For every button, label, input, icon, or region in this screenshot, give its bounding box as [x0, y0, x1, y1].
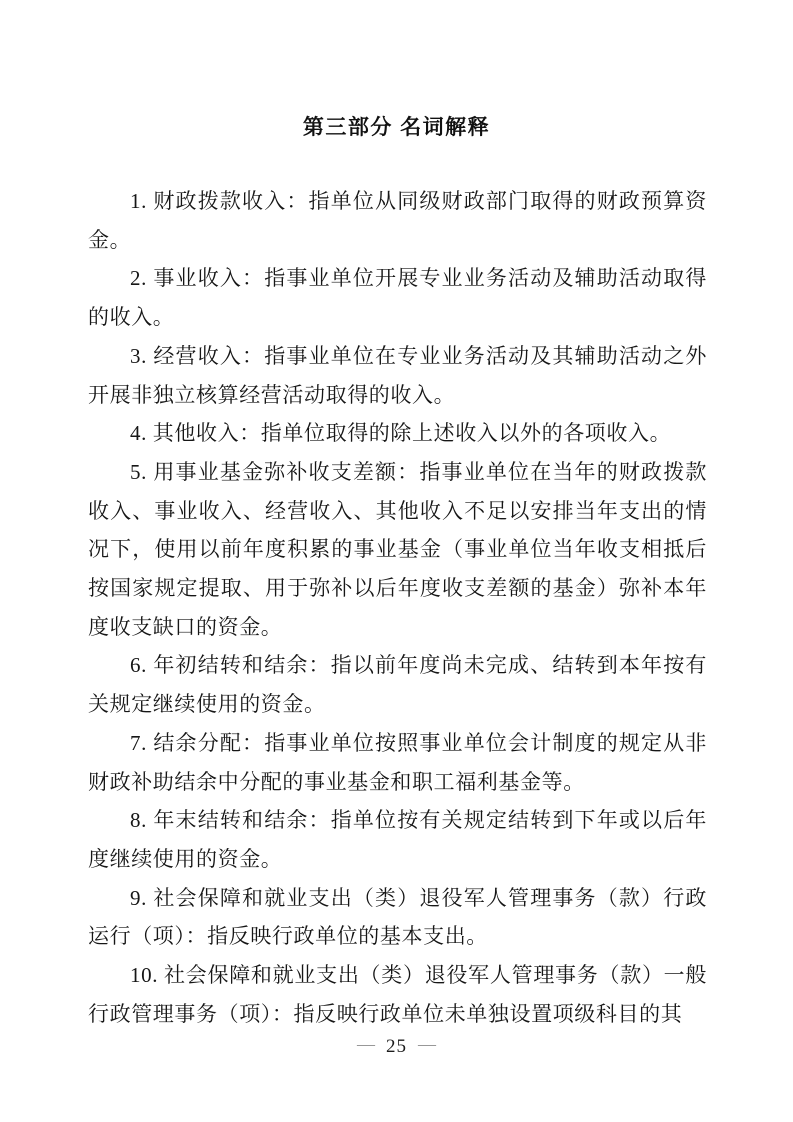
- definition-item-5: 5. 用事业基金弥补收支差额：指事业单位在当年的财政拨款收入、事业收入、经营收入、其他收入不足以安排当年支出的情况下，使用以前年度积累的事业基金（事业单位当年收支相抵后按国家规定提取、用于弥补以后年度收支差额的基金）弥补本年度收支缺口的资金。: [88, 459, 707, 639]
- glossary-content: [88, 182, 707, 1033]
- definition-item-6: 6. 年初结转和结余：指以前年度尚未完成、结转到本年按有关规定继续使用的资金。: [88, 653, 707, 717]
- page-footer: [0, 1036, 793, 1058]
- definition-item-4: 4. 其他收入：指单位取得的除上述收入以外的各项收入。: [130, 421, 672, 446]
- definition-item-7: 7. 结余分配：指事业单位按照事业单位会计制度的规定从非财政补助结余中分配的事业基金和职工福利基金等。: [88, 730, 707, 794]
- definition-item-3: 3. 经营收入：指事业单位在专业业务活动及其辅助活动之外开展非独立核算经营活动取得的收入。: [88, 343, 707, 407]
- definition-item-10: 10. 社会保障和就业支出（类）退役军人管理事务（款）一般行政管理事务（项）：指反映行政单位未单独设置项级科目的其: [88, 963, 707, 1026]
- footer-dash-left: —: [357, 1034, 375, 1054]
- footer-dash-right: —: [418, 1034, 436, 1054]
- definition-item-9: 9. 社会保障和就业支出（类）退役军人管理事务（款）行政运行（项）：指反映行政单位的基本支出。: [88, 885, 707, 949]
- page-title: 第三部分 名词解释: [302, 116, 491, 139]
- definition-item-8: 8. 年末结转和结余：指单位按有关规定结转到下年或以后年度继续使用的资金。: [88, 808, 707, 871]
- page-number: 25: [386, 1036, 407, 1057]
- definition-item-2: 2. 事业收入：指事业单位开展专业业务活动及辅助活动取得的收入。: [88, 266, 707, 330]
- definition-item-1: 1. 财政拨款收入：指单位从同级财政部门取得的财政预算资金。: [88, 189, 707, 252]
